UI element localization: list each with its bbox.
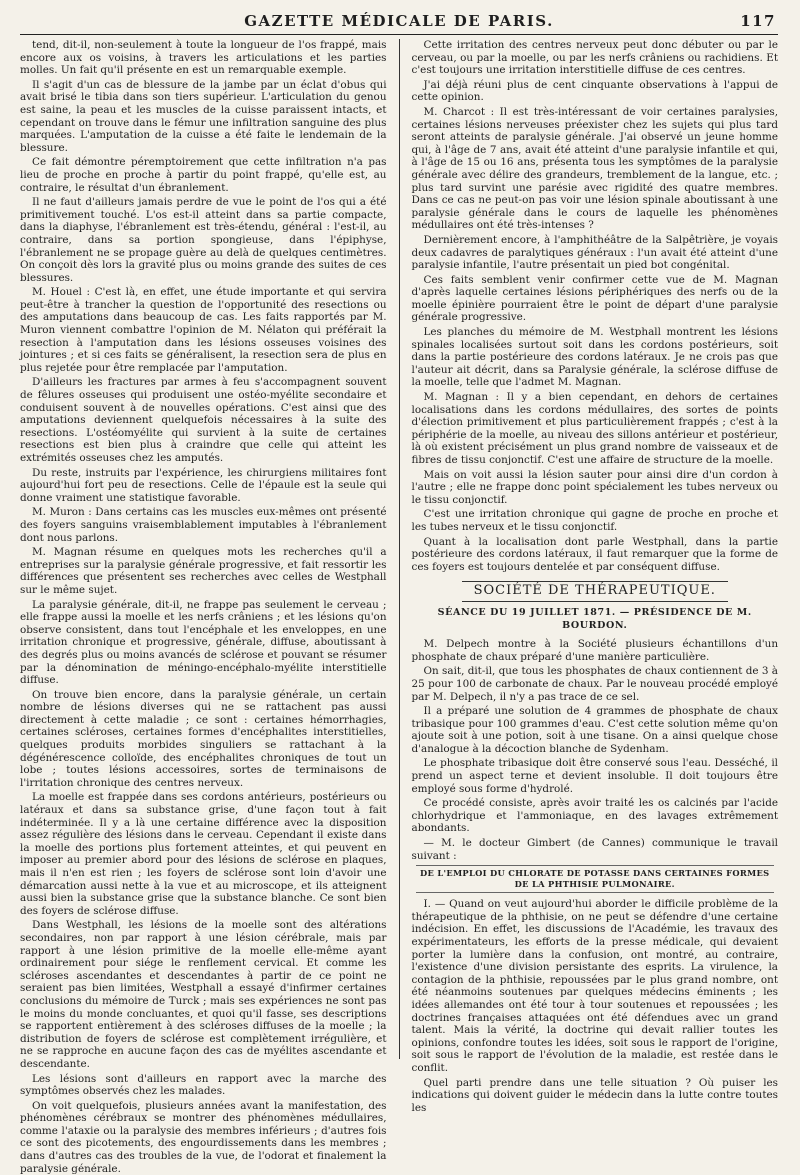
paragraph: M. Delpech montre à la Société plusieurs échantillons d'un phosphate de chaux préparé d'une manière particulière.	[411, 638, 779, 663]
paragraph: Les planches du mémoire de M. Westphall montrent les lésions spinales localisées surtout soit dans les cordons postérieurs, soit dans la partie postérieure des cordons latéraux. Je ne crois pas que l'auteur ait décrit, dans sa Paralysie générale, la sclérose diffuse de la moelle, telle que l'admet M. Magnan.	[411, 326, 779, 389]
section-title: SOCIÉTÉ DE THÉRAPEUTIQUE.	[462, 581, 729, 602]
paragraph: M. Magnan résume en quelques mots les recherches qu'il a entreprises sur la paralysie générale progressive, et fait ressortir les différences que présentent ses recherches avec celles de Westphall sur le même sujet.	[20, 546, 387, 596]
left-column	[20, 39, 387, 1175]
right-column-articles	[412, 39, 779, 573]
column-divider	[399, 39, 400, 1059]
page-header	[20, 8, 778, 35]
paragraph: Il ne faut d'ailleurs jamais perdre de vue le point de l'os qui a été primitivement touché. L'os est-il atteint dans sa partie compacte, dans la diaphyse, l'ébranlement est très-étendu, général : l'est-il, au contraire, dans sa portion spongieuse, dans l'épiphyse, l'ébranlement ne se propage guère au delà de quelques centimètres. On conçoit dès lors la gravité plus ou moins grande des suites de ces blessures.	[20, 196, 387, 284]
paragraph: Quel parti prendre dans une telle situation ? Où puiser les indications qui doivent guider le médecin dans la lutte contre toutes les	[411, 1076, 779, 1114]
paragraph: La paralysie générale, dit-il, ne frappe pas seulement le cerveau ; elle frappe aussi la moelle et les nerfs crâniens ; et les lésions qu'on observe consistent, dans tout l'encéphale et les enveloppes, en une irritation chronique et progressive, générale, diffuse, aboutissant à des degrés plus ou moins avancés de sclérose et pouvant se résumer par la dénomination de méningo-encéphalo-myélite interstitielle diffuse.	[20, 598, 387, 687]
journal-title: GAZETTE MÉDICALE DE PARIS.	[244, 12, 554, 30]
paragraph: J'ai déjà réuni plus de cent cinquante observations à l'appui de cette opinion.	[411, 78, 779, 104]
paragraph: M. Charcot : Il est très-intéressant de voir certaines paralysies, certaines lésions nerveuses préexister chez les sujets qui plus tard seront atteints de paralysie générale. J'ai observé un jeune homme qui, à l'âge de 7 ans, avait été atteint d'une paralysie infantile et qui, à l'âge de 15 ou 16 ans, présenta tous les symptômes de la paralysie générale avec délire des grandeurs, tremblement de la langue, etc. ; plus tard survint une parésie avec rigidité des quatre membres. Dans ce cas ne peut-on pas voir une lésion spinale aboutissant à une paralysie générale dans le cours de laquelle les phénomènes médullaires ont été très-intenses ?	[411, 105, 779, 232]
paragraph: Il s'agit d'un cas de blessure de la jambe par un éclat d'obus qui avait brisé le tibia dans son tiers supérieur. L'articulation du genou est saine, la peau et les muscles de la cuisse paraissent intacts, et cependant on trouve dans le fémur une infiltration sanguine des plus marquées. L'amputation de la cuisse a été faite le lendemain de la blessure.	[20, 78, 387, 154]
paragraph: Ce procédé consiste, après avoir traité les os calcinés par l'acide chlorhydrique et l'ammoniaque, en des lavages extrêmement abondants.	[411, 797, 779, 835]
meeting-line: SÉANCE DU 19 JUILLET 1871. — PRÉSIDENCE DE M. BOURDON.	[437, 606, 752, 631]
paragraph: Du reste, instruits par l'expérience, les chirurgiens militaires font aujourd'hui fort peu de resections. Celle de l'épaule est la seule qui donne vraiment une statistique favorable.	[20, 466, 387, 504]
paragraph: La moelle est frappée dans ses cordons antérieurs, postérieurs ou latéraux et dans sa substance grise, d'une façon tout à fait indéterminée. Il y a là une certaine différence avec la disposition assez régulière des lésions dans le cerveau. Cependant il existe dans la moelle des portions plus fortement atteintes, et qui peuvent en imposer au premier abord pour des lésions de sclérose en plaques, mais il n'en est rien ; les foyers de sclérose sont loin d'avoir une démarcation aussi nette à la vue et au microscope, et ils atteignent aussi bien la substance grise que la substance blanche. Ce sont bien des foyers de sclérose diffuse.	[20, 791, 387, 917]
paragraph: Mais on voit aussi la lésion sauter pour ainsi dire d'un cordon à l'autre ; elle ne frappe donc point spécialement les tubes nerveux ou le tissu conjonctif.	[411, 468, 779, 506]
paragraph: Cette irritation des centres nerveux peut donc débuter ou par le cerveau, ou par la moelle, ou par les nerfs crâniens ou rachidiens. Et c'est toujours une irritation interstitielle diffuse de ces centres.	[411, 39, 779, 77]
paragraph: Les lésions sont d'ailleurs en rapport avec la marche des symptômes observés chez les malades.	[20, 1072, 387, 1098]
text-columns	[20, 39, 779, 1175]
article-paragraphs	[412, 898, 779, 1114]
right-column	[411, 39, 779, 1114]
paragraph: M. Muron : Dans certains cas les muscles eux-mêmes ont présenté des foyers sanguins vraisemblablement imputables à l'ébranlement dont nous parlons.	[20, 506, 387, 544]
paragraph: D'ailleurs les fractures par armes à feu s'accompagnent souvent de fêlures osseuses qui produisent une ostéo-myélite secondaire et conduisent souvent à de nouvelles opérations. C'est ainsi que des amputations deviennent quelquefois nécessaires à la suite des resections. L'ostéomyélite qui survient à la suite de certaines resections est bien plus à craindre que celle qui atteint les extrémités osseuses chez les amputés.	[20, 376, 387, 464]
paragraph: Ce fait démontre péremptoirement que cette infiltration n'a pas lieu de proche en proche à partir du point frappé, qu'elle est, au contraire, le résultat d'un ébranlement.	[20, 156, 387, 194]
paragraph: Ces faits semblent venir confirmer cette vue de M. Magnan d'après laquelle certaines lésions périphériques des nerfs ou de la moelle épinière pourraient être le point de départ d'une paralysie générale progressive.	[411, 273, 779, 324]
paragraph: On sait, dit-il, que tous les phosphates de chaux contiennent de 3 à 25 pour 100 de carbonate de chaux. Par le nouveau procédé employé par M. Delpech, il n'y a pas trace de ce sel.	[411, 665, 779, 703]
paragraph: On trouve bien encore, dans la paralysie générale, un certain nombre de lésions diverses qui ne se rattachent pas aussi directement à cette maladie ; ce sont : certaines hémorrhagies, certaines scléroses, certaines formes d'encéphalites interstitielles, quelques produits morbides singuliers se rattachant à la dégénérescence colloïde, des encéphalites chroniques de tout un lobe ; toutes lésions accessoires, sortes de terminaisons de l'irritation chronique des centres nerveux.	[20, 688, 387, 789]
paragraph: Le phosphate tribasique doit être conservé sous l'eau. Desséché, il prend un aspect terne et devient insoluble. Il doit toujours être employé sous forme d'hydrolé.	[411, 757, 779, 795]
paragraph: I. — Quand on veut aujourd'hui aborder le difficile problème de la thérapeutique de la phthisie, on ne peut se défendre d'une certaine indécision. En effet, les discussions de l'Académie, les travaux des expérimentateurs, les efforts de la presse médicale, qui devaient porter la lumière dans la confusion, ont montré, au contraire, l'existence d'une division persistante des esprits. La virulence, la contagion de la phthisie, repoussées par le plus grand nombre, ont été néanmoins soutenues par quelques médecins éminents ; les idées allemandes ont été tour à tour soutenues et repoussées ; les doctrines françaises attaquées ont été défendues avec un grand talent. Mais la vérité, la doctrine qui devait rallier toutes les opinions, confondre toutes les idées, soit sous le rapport de l'origine, soit sous le rapport de l'évolution de la maladie, est restée dans le conflit.	[411, 898, 779, 1074]
paragraph: Quant à la localisation dont parle Westphall, dans la partie postérieure des cordons latéraux, il faut remarquer que la forme de ces foyers est toujours dentelée et par conséquent diffuse.	[411, 535, 779, 573]
page-number: 117	[740, 12, 776, 30]
article-title: DE L'EMPLOI DU CHLORATE DE POTASSE DANS CERTAINES FORMES DE LA PHTHISIE PULMONAIRE.	[416, 865, 775, 893]
paragraph: tend, dit-il, non-seulement à toute la longueur de l'os frappé, mais encore aux os voisins, à travers les articulations et les parties molles. Un fait qu'il présente en est un remarquable exemple.	[20, 39, 387, 77]
paragraph: On voit quelquefois, plusieurs années avant la manifestation, des phénomènes cérébraux se montrer des phénomènes médullaires, comme l'ataxie ou la paralysie des membres inférieurs ; d'autres fois ce sont des picotements, des engourdissements dans les membres ; dans d'autres cas des troubles de la vue, de l'odorat et finalement la paralysie générale.	[20, 1099, 387, 1175]
paragraph: Dernièrement encore, à l'amphithéâtre de la Salpêtrière, je voyais deux cadavres de paralytiques généraux : l'un avait été atteint d'une paralysie infantile, l'autre présentait un pied bot congénital.	[411, 233, 779, 272]
communication-line: — M. le docteur Gimbert (de Cannes) communique le travail suivant :	[411, 837, 779, 862]
paragraph: M. Magnan : Il y a bien cependant, en dehors de certaines localisations dans les cordons médullaires, des sortes de points d'élection primitivement et plus particulièrement frappés ; c'est à la périphérie de la moelle, au niveau des sillons antérieur et postérieur, là où existent précisément un plus grand nombre de vaisseaux et de fibres de tissu conjonctif. C'est une affaire de structure de la moelle.	[411, 391, 779, 466]
paragraph: Il a préparé une solution de 4 grammes de phosphate de chaux tribasique pour 100 grammes d'eau. C'est cette solution même qu'on ajoute soit à une potion, soit à une tisane. On a ainsi quelque chose d'analogue à la décoction blanche de Sydenham.	[411, 705, 779, 755]
paragraph: Dans Westphall, les lésions de la moelle sont des altérations secondaires, non par rapport à une lésion cérébrale, mais par rapport à une lésion primitive de la moelle elle-même ayant ordinairement pour siége le renflement cervical. Et comme les scléroses ascendantes et descendantes à partir de ce point ne seraient pas bien limitées, Westphall a essayé d'infirmer certaines conclusions du mémoire de Turck ; mais ses expériences ne sont pas le moins du monde concluantes, et quoi qu'il fasse, ses descriptions se rapportent entièrement à des scléroses diffuses de la moelle ; la distribution de foyers de sclérose est complètement irrégulière, et ne se rapproche en aucune façon des cas de myélites ascendante et descendante.	[20, 919, 387, 1070]
paragraph: C'est une irritation chronique qui gagne de proche en proche et les tubes nerveux et le tissu conjonctif.	[411, 508, 779, 533]
section-paragraphs	[412, 638, 779, 835]
paragraph: M. Houel : C'est là, en effet, une étude importante et qui servira peut-être à trancher la question de l'opportunité des resections ou des amputations dans beaucoup de cas. Les faits rapportés par M. Muron viennent combattre l'opinion de M. Nélaton qui préférait la resection à l'amputation dans les lésions osseuses voisines des jointures ; et si ces faits se généralisent, la resection sera de plus en plus rejetée pour être remplacée par l'amputation.	[20, 286, 387, 374]
